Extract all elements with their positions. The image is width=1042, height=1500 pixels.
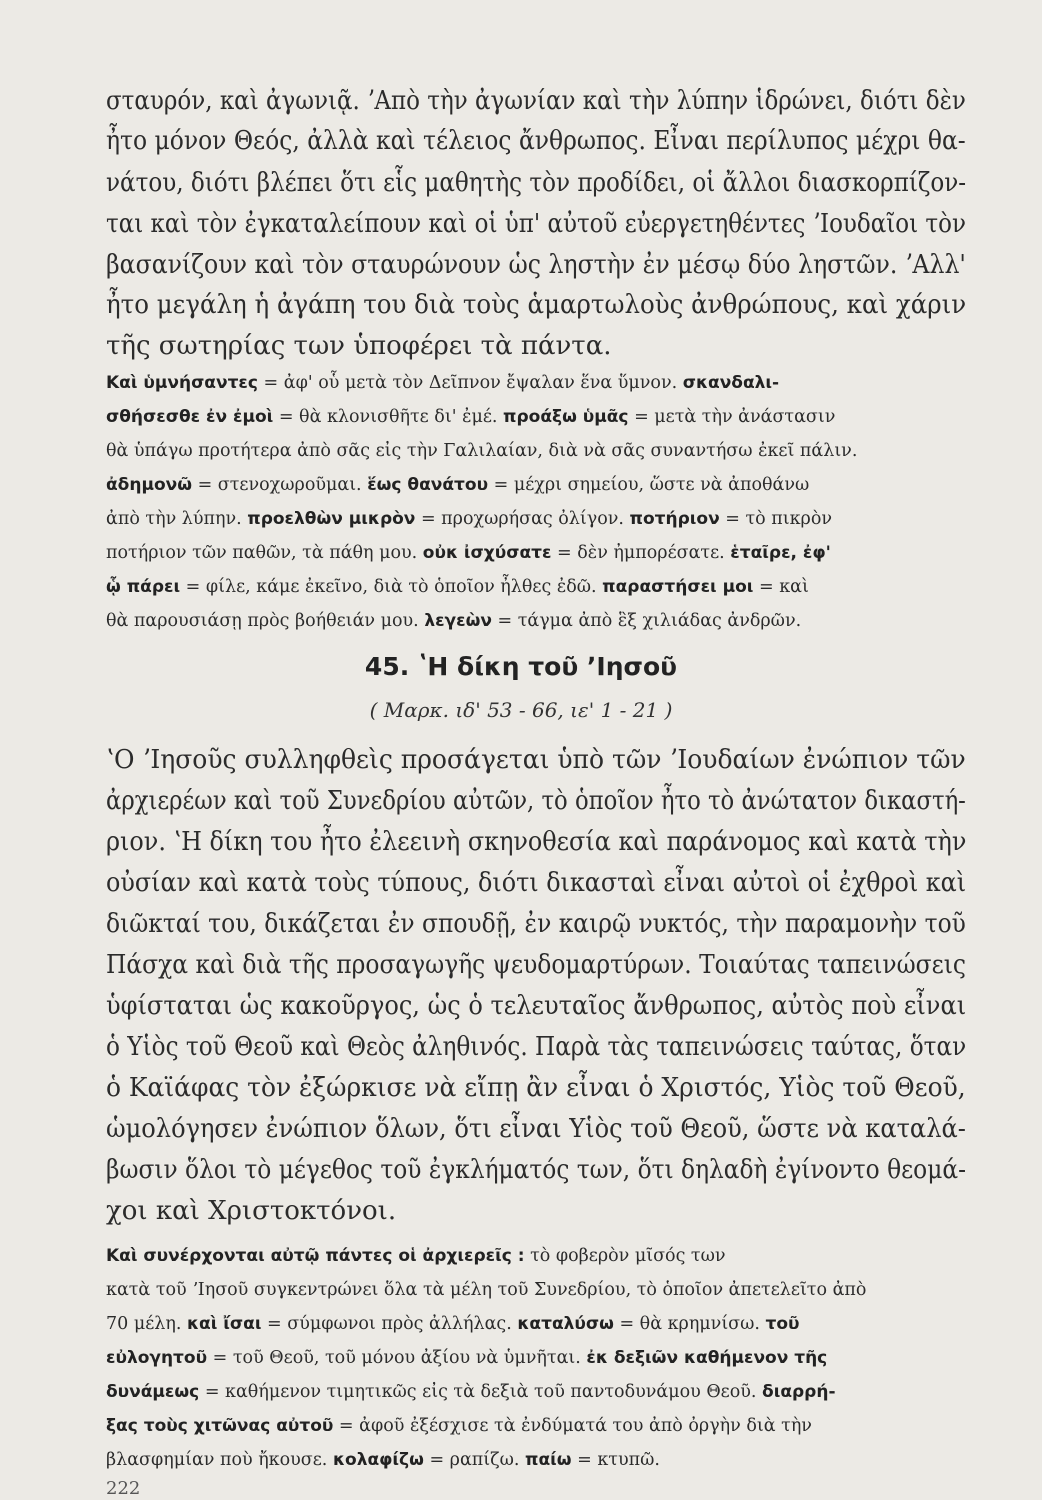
text-line: βωσιν ὅλοι τὸ μέγεθος τοῦ ἐγκλήματός των, ὅτι δηλαδὴ ἐγίνοντο θεομά- xyxy=(106,1155,966,1185)
glossary-term: προελθὼν μικρὸν xyxy=(247,509,416,529)
glossary-definition: = μέχρι σημείου, ὥστε νὰ ἀποθάνω xyxy=(488,475,810,495)
glossary-definition: θὰ παρουσιάσῃ πρὸς βοήθειάν μου. xyxy=(106,611,425,631)
glossary-term: ἀδημονῶ xyxy=(106,475,193,495)
text-line: ὁ Υἱὸς τοῦ Θεοῦ καὶ Θεὸς ἀληθινός. Παρὰ τὰς ταπεινώσεις ταύτας, ὅταν xyxy=(106,1032,967,1062)
glossary-definition: = μετὰ τὴν ἀνάστασιν xyxy=(628,407,836,427)
glossary-definition: κατὰ τοῦ ʼΙησοῦ συγκεντρώνει ὅλα τὰ μέλη τοῦ Συνεδρίου, τὸ ὁποῖον ἀπετελεῖτο ἀπὸ xyxy=(106,1280,867,1300)
glossary-term: δυνάμεως xyxy=(106,1382,200,1402)
glossary-term: παίω xyxy=(525,1450,572,1470)
glossary-term: λεγεὼν xyxy=(424,611,492,631)
note-line xyxy=(106,1280,866,1300)
glossary-definition: = σύμφωνοι πρὸς ἀλλήλας. xyxy=(261,1314,518,1334)
glossary-definition: βλασφημίαν ποὺ ἤκουσε. xyxy=(106,1450,333,1470)
glossary-definition: = στενοχωροῦμαι. xyxy=(192,475,368,495)
glossary-term: ποτήριον xyxy=(629,509,720,529)
text-line: νάτου, διότι βλέπει ὅτι εἷς μαθητὴς τὸν προδίδει, οἱ ἄλλοι διασκορπίζον- xyxy=(106,168,967,198)
glossary-definition: = ἀφ' οὗ μετὰ τὸν Δεῖπνον ἔψαλαν ἕνα ὕμνον. xyxy=(257,373,683,393)
glossary-term: τοῦ xyxy=(765,1314,800,1334)
note-line xyxy=(106,1314,800,1334)
glossary-term: προάξω ὑμᾶς xyxy=(503,407,629,427)
text-line: οὐσίαν καὶ κατὰ τοὺς τύπους, διότι δικασταὶ εἶναι αὐτοὶ οἱ ἐχθροὶ καὶ xyxy=(106,868,967,898)
glossary-term: εὐλογητοῦ xyxy=(106,1348,208,1368)
glossary-term: ἑταῖρε, ἐφ' xyxy=(730,543,831,563)
glossary-definition: = δὲν ἠμπορέσατε. xyxy=(551,543,731,563)
text-line: διῶκταί του, δικάζεται ἐν σπουδῇ, ἐν καιρῷ νυκτός, τὴν παραμονὴν τοῦ xyxy=(106,909,966,939)
text-line: σταυρόν, καὶ ἀγωνιᾷ. ʼΑπὸ τὴν ἀγωνίαν καὶ τὴν λύπην ἱδρώνει, διότι δὲν xyxy=(106,86,966,116)
glossary-definition: = τοῦ Θεοῦ, τοῦ μόνου ἀξίου νὰ ὑμνῆται. xyxy=(207,1348,587,1368)
text-line: βασανίζουν καὶ τὸν σταυρώνουν ὡς ληστὴν ἐν μέσῳ δύο ληστῶν. ʼΑλλ' xyxy=(106,250,966,280)
note-line xyxy=(106,577,809,597)
note-line xyxy=(106,509,832,529)
text-line: ριον. ʽΗ δίκη του ἦτο ἐλεεινὴ σκηνοθεσία καὶ παράνομος καὶ κατὰ τὴν xyxy=(106,827,967,857)
note-line xyxy=(106,441,857,461)
glossary-term: κολαφίζω xyxy=(332,1450,424,1470)
glossary-term: Καὶ συνέρχονται αὐτῷ πάντες οἱ ἀρχιερεῖς : xyxy=(106,1246,525,1266)
text-line: ὁ Καϊάφας τὸν ἐξώρκισε νὰ εἴπῃ ἂν εἶναι ὁ Χριστός, Υἱὸς τοῦ Θεοῦ, xyxy=(106,1073,966,1103)
glossary-definition: = καὶ xyxy=(753,577,809,597)
glossary-definition: ἀπὸ τὴν λύπην. xyxy=(106,509,248,529)
glossary-term: καὶ ἴσαι xyxy=(186,1314,262,1334)
text-line: ἀρχιερέων καὶ τοῦ Συνεδρίου αὐτῶν, τὸ ὁποῖον ἦτο τὸ ἀνώτατον δικαστή- xyxy=(106,786,966,816)
text-line: χοι καὶ Χριστοκτόνοι. xyxy=(106,1196,397,1226)
glossary-definition: = ἀφοῦ ἐξέσχισε τὰ ἐνδύματά του ἀπὸ ὀργὴν διὰ τὴν xyxy=(333,1416,812,1436)
page-number: 222 xyxy=(106,1478,141,1499)
glossary-term: ᾧ πάρει xyxy=(106,577,181,597)
glossary-definition: 70 μέλη. xyxy=(106,1314,187,1334)
note-line xyxy=(106,611,801,631)
note-line xyxy=(106,543,831,563)
glossary-definition: = θὰ κλονισθῆτε δι' ἐμέ. xyxy=(273,407,504,427)
text-line: ὡμολόγησεν ἐνώπιον ὅλων, ὅτι εἶναι Υἱὸς τοῦ Θεοῦ, ὥστε νὰ καταλά- xyxy=(106,1114,966,1144)
text-line: Πάσχα καὶ διὰ τῆς προσαγωγῆς ψευδομαρτύρων. Τοιαύτας ταπεινώσεις xyxy=(106,950,966,980)
text-line: τῆς σωτηρίας των ὑποφέρει τὰ πάντα. xyxy=(106,331,612,361)
glossary-term: σκανδαλι- xyxy=(682,373,780,393)
glossary-definition: = θὰ κρημνίσω. xyxy=(613,1314,766,1334)
glossary-term: παραστήσει μοι xyxy=(602,577,754,597)
text-line: ὑφίσταται ὡς κακοῦργος, ὡς ὁ τελευταῖος ἄνθρωπος, αὐτὸς ποὺ εἶναι xyxy=(106,991,967,1021)
glossary-definition: = ραπίζω. xyxy=(423,1450,526,1470)
note-line xyxy=(106,407,835,427)
glossary-definition: = προχωρήσας ὀλίγον. xyxy=(415,509,630,529)
glossary-term: οὐκ ἰσχύσατε xyxy=(422,543,552,563)
scripture-reference: ( Μαρκ. ιδ' 53 - 66, ιε' 1 - 21 ) xyxy=(369,698,673,722)
text-line: ἦτο μεγάλη ἡ ἀγάπη του διὰ τοὺς ἁμαρτωλοὺς ἀνθρώπους, καὶ χάριν xyxy=(106,290,967,320)
text-line: ʽΟ ʼΙησοῦς συλληφθεὶς προσάγεται ὑπὸ τῶν ʼΙουδαίων ἐνώπιον τῶν xyxy=(106,745,966,775)
glossary-term: σθήσεσθε ἐν ἐμοὶ xyxy=(106,407,274,427)
glossary-term: ξας τοὺς χιτῶνας αὐτοῦ xyxy=(106,1416,334,1436)
glossary-definition: = φίλε, κάμε ἐκεῖνο, διὰ τὸ ὁποῖον ἦλθες ἐδῶ. xyxy=(180,577,603,597)
note-line xyxy=(106,475,809,495)
glossary-term: Καὶ ὑμνήσαντες xyxy=(106,373,258,393)
glossary-definition: = καθήμενον τιμητικῶς εἰς τὰ δεξιὰ τοῦ παντοδυνάμου Θεοῦ. xyxy=(199,1382,763,1402)
text-line: ται καὶ τὸν ἐγκαταλείπουν καὶ οἱ ὑπ' αὐτοῦ εὐεργετηθέντες ʼΙουδαῖοι τὸν xyxy=(106,209,966,239)
glossary-definition: = τάγμα ἀπὸ ἓξ χιλιάδας ἀνδρῶν. xyxy=(491,611,802,631)
glossary-definition: = τὸ πικρὸν xyxy=(719,509,832,529)
glossary-definition: = κτυπῶ. xyxy=(571,1450,660,1470)
glossary-definition: τὸ φοβερὸν μῖσός των xyxy=(524,1246,726,1266)
glossary-term: ἕως θανάτου xyxy=(367,475,489,495)
note-line xyxy=(106,1450,660,1470)
text-line: ἦτο μόνον Θεός, ἀλλὰ καὶ τέλειος ἄνθρωπος. Εἶναι περίλυπος μέχρι θα- xyxy=(106,126,966,156)
glossary-term: ἐκ δεξιῶν καθήμενον τῆς xyxy=(586,1348,828,1368)
glossary-definition: θὰ ὑπάγω προτήτερα ἀπὸ σᾶς εἰς τὴν Γαλιλαίαν, διὰ νὰ σᾶς συναντήσω ἐκεῖ πάλιν. xyxy=(106,441,858,461)
note-line xyxy=(106,373,779,393)
section-heading: 45. ʽΗ δίκη τοῦ ʼΙησοῦ xyxy=(364,652,678,681)
glossary-term: διαρρή- xyxy=(762,1382,836,1402)
glossary-term: καταλύσω xyxy=(517,1314,614,1334)
note-line xyxy=(106,1246,726,1266)
glossary-definition: ποτήριον τῶν παθῶν, τὰ πάθη μου. xyxy=(106,543,423,563)
note-line xyxy=(106,1348,827,1368)
note-line xyxy=(106,1416,812,1436)
note-line xyxy=(106,1382,836,1402)
